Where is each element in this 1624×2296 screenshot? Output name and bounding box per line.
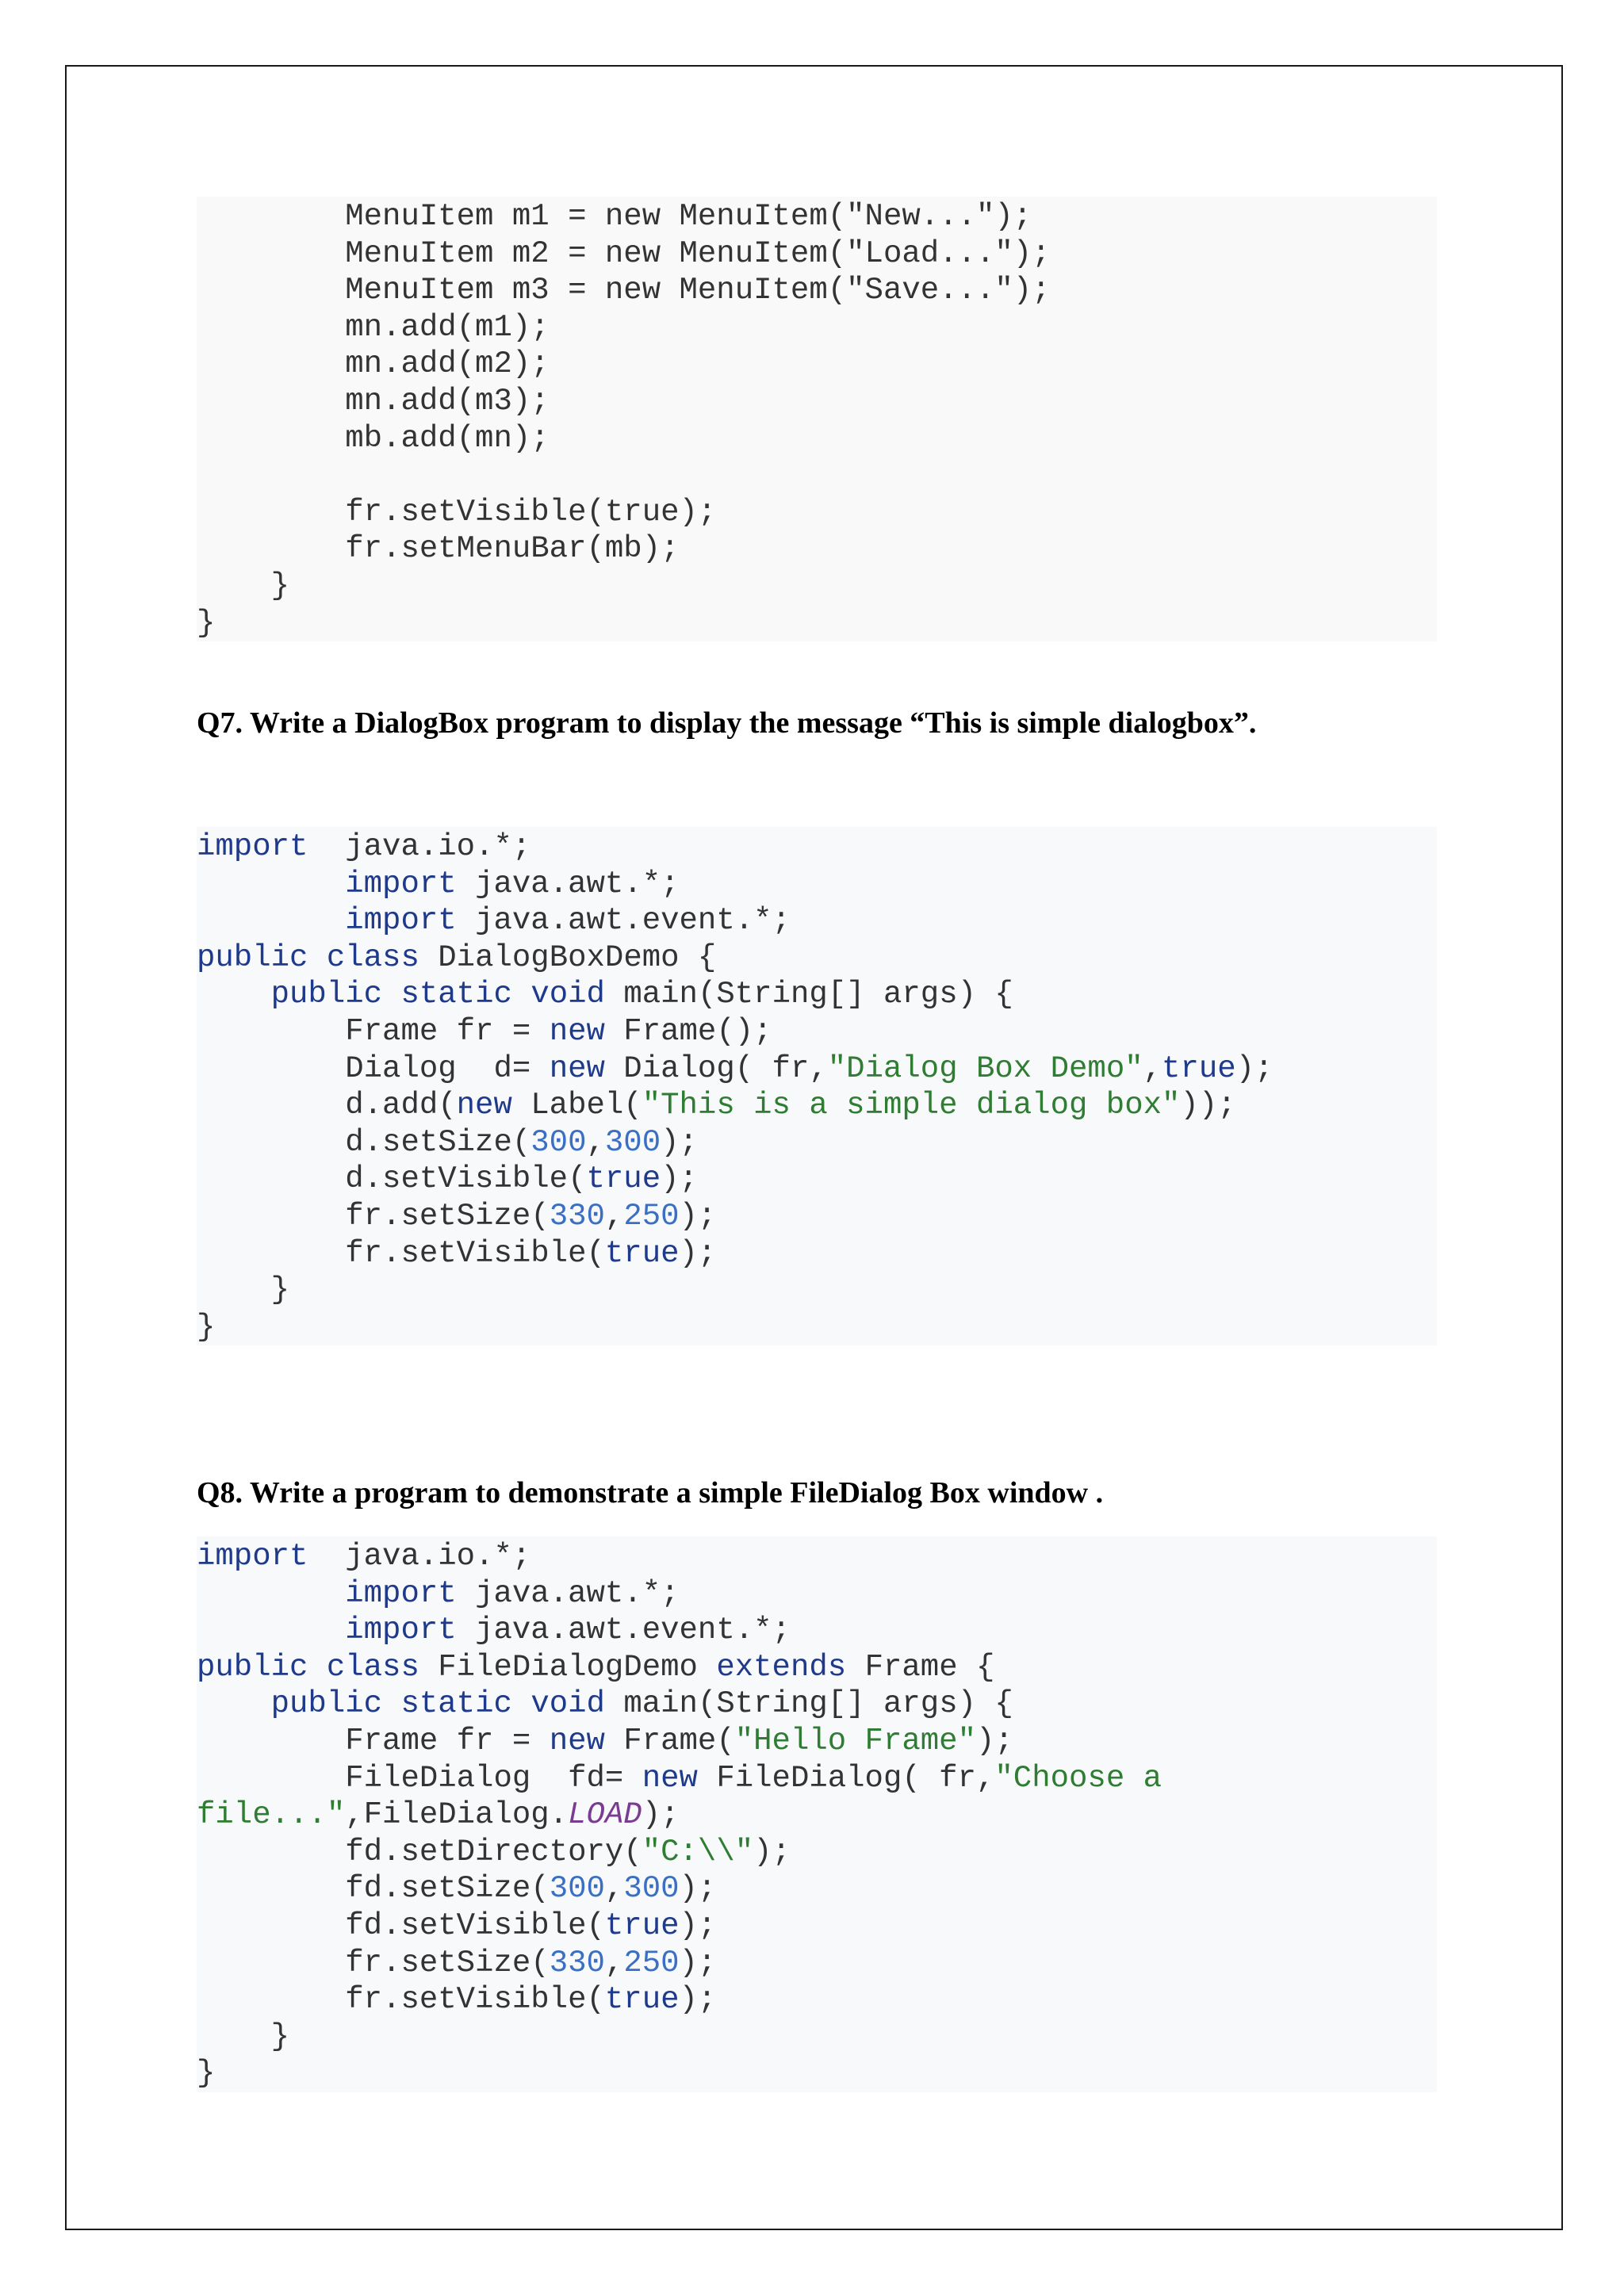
code-token: class (326, 939, 419, 975)
code-line (197, 1834, 1437, 1871)
code-token: "Hello Frame" (734, 1723, 976, 1758)
code-line (197, 902, 1437, 939)
code-token: ); (661, 1124, 698, 1160)
code-line (197, 420, 1437, 457)
code-line (197, 1981, 1437, 2019)
code-line (197, 1723, 1437, 1760)
code-line (197, 1908, 1437, 1945)
code-token: ); (975, 1723, 1013, 1758)
code-token: 330 (549, 1198, 605, 1234)
code-token (197, 1613, 345, 1647)
code-line (197, 605, 1437, 642)
code-token: mn.add(m1); (197, 309, 550, 345)
code-token: FileDialog fd= (197, 1760, 642, 1796)
code-token: static (400, 1686, 512, 1722)
code-token: , (586, 1124, 605, 1160)
code-line (197, 272, 1437, 309)
code-line (197, 1538, 1437, 1575)
code-token: LOAD (568, 1797, 642, 1833)
code-token: Dialog d= (197, 1050, 550, 1086)
code-line (197, 346, 1437, 383)
code-line (197, 1649, 1437, 1686)
code-token: ); (679, 1198, 717, 1234)
code-token: )); (1180, 1088, 1236, 1123)
code-token: java.io.*; (308, 1539, 531, 1574)
code-token: } (197, 568, 290, 603)
code-token: public (197, 1649, 308, 1685)
code-line (197, 1870, 1437, 1908)
code-token: void (530, 1686, 605, 1722)
code-token: public (270, 977, 383, 1012)
code-token: "Choose a (994, 1760, 1162, 1796)
code-token: Frame fr = (197, 1723, 550, 1758)
code-token: } (197, 2056, 216, 2091)
code-token: import (345, 903, 457, 939)
code-token: ); (679, 1871, 717, 1907)
code-token (382, 977, 400, 1012)
code-token: fr.setSize( (197, 1198, 550, 1234)
code-token (197, 1576, 345, 1611)
code-line (197, 530, 1437, 568)
code-token: FileDialogDemo (419, 1649, 717, 1685)
code-token: ); (1235, 1050, 1274, 1086)
question-8-heading: Q8. Write a program to demonstrate a simple FileDialog Box window . (197, 1476, 1104, 1510)
code-token (382, 1686, 400, 1721)
code-token: new (642, 1760, 698, 1796)
code-token: java.awt.*; (456, 1575, 680, 1611)
code-token: new (549, 1723, 605, 1758)
code-token: 300 (549, 1871, 605, 1907)
code-block-filedialog (197, 1536, 1437, 2092)
code-line (197, 1575, 1437, 1613)
code-line (197, 1087, 1437, 1124)
question-7-heading: Q7. Write a DialogBox program to display the message “This is simple dialogbox”. (197, 706, 1257, 740)
code-token: true (586, 1161, 661, 1197)
code-token: d.setSize( (197, 1124, 531, 1160)
code-token (512, 977, 530, 1012)
code-token: ); (753, 1834, 791, 1869)
code-token: java.awt.*; (456, 866, 680, 901)
code-line (197, 309, 1437, 346)
code-token: fd.setVisible( (197, 1908, 605, 1943)
code-token: fr.setVisible( (197, 1982, 605, 2018)
code-token: true (604, 1235, 680, 1271)
code-line (197, 235, 1437, 273)
code-token (197, 867, 345, 901)
code-token: ); (679, 1908, 717, 1943)
code-token: import (345, 1575, 457, 1611)
code-token: DialogBoxDemo { (419, 939, 717, 975)
code-token: java.awt.event.*; (456, 903, 791, 939)
code-line (197, 1272, 1437, 1309)
code-token: new (549, 1050, 605, 1086)
code-token (197, 977, 271, 1012)
code-line (197, 457, 1437, 494)
code-token: true (1162, 1050, 1236, 1086)
code-token: java.io.*; (308, 829, 531, 864)
code-token: extends (716, 1649, 847, 1685)
code-token: java.awt.event.*; (456, 1613, 791, 1648)
code-token: 250 (623, 1198, 680, 1234)
code-line (197, 1013, 1437, 1050)
code-token: true (604, 1908, 680, 1943)
code-token: ); (679, 1945, 717, 1980)
code-line (197, 976, 1437, 1013)
code-token (512, 1686, 530, 1721)
code-token: import (345, 866, 457, 901)
code-line (197, 383, 1437, 420)
code-line (197, 2019, 1437, 2056)
code-line (197, 1050, 1437, 1088)
code-token: } (197, 1309, 216, 1345)
code-token: Label( (511, 1088, 642, 1123)
code-token: 330 (549, 1945, 605, 1980)
code-line (197, 1161, 1437, 1198)
code-line (197, 198, 1437, 235)
code-token: main(String[] args) { (604, 1686, 1013, 1722)
code-token (197, 903, 345, 938)
code-token: import (345, 1613, 457, 1648)
code-token: MenuItem m2 = new MenuItem("Load..."); (197, 235, 1051, 271)
code-token: ); (642, 1797, 680, 1833)
code-block-dialogbox (197, 827, 1437, 1345)
code-token: class (326, 1649, 419, 1685)
code-token (197, 1686, 271, 1721)
code-token: fr.setMenuBar(mb); (197, 531, 680, 567)
code-line (197, 2055, 1437, 2092)
code-line (197, 1797, 1437, 1834)
code-token: "Dialog Box Demo" (827, 1050, 1143, 1086)
code-token: void (530, 977, 605, 1012)
code-token: 300 (623, 1871, 680, 1907)
code-token: "C:\\" (642, 1834, 754, 1869)
code-token: , (604, 1871, 624, 1907)
code-token: ); (679, 1235, 717, 1271)
code-token: fd.setDirectory( (197, 1834, 642, 1869)
code-token: 250 (623, 1945, 680, 1980)
code-token: 300 (604, 1124, 661, 1160)
code-token: Dialog( fr, (604, 1050, 828, 1086)
code-token: ,FileDialog. (345, 1797, 569, 1833)
code-token: main(String[] args) { (604, 977, 1013, 1012)
code-token: MenuItem m3 = new MenuItem("Save..."); (197, 273, 1051, 308)
code-token: , (604, 1198, 624, 1234)
code-token: Frame { (846, 1649, 995, 1685)
code-token (308, 1650, 326, 1685)
code-token: ); (679, 1982, 717, 2018)
code-token: d.setVisible( (197, 1161, 587, 1197)
code-token: "This is a simple dialog box" (642, 1088, 1181, 1123)
code-token: fr.setVisible(true); (197, 494, 717, 530)
code-token: fd.setSize( (197, 1871, 550, 1907)
code-line (197, 828, 1437, 866)
code-token: 300 (530, 1124, 587, 1160)
code-line (197, 1198, 1437, 1235)
code-line (197, 866, 1437, 903)
code-line (197, 1686, 1437, 1723)
code-token: mn.add(m3); (197, 383, 550, 419)
code-line (197, 568, 1437, 605)
code-token: } (197, 1272, 290, 1308)
code-token: import (197, 829, 308, 864)
code-token: d.add( (197, 1088, 457, 1123)
code-token: fr.setVisible( (197, 1235, 605, 1271)
code-token: import (197, 1539, 308, 1574)
code-line (197, 494, 1437, 531)
code-token: public (197, 939, 308, 975)
code-token: new (456, 1088, 512, 1123)
code-token: Frame(); (604, 1013, 772, 1049)
code-token: Frame( (604, 1723, 735, 1758)
code-token: true (604, 1982, 680, 2018)
code-token: , (1143, 1050, 1162, 1086)
code-line (197, 1612, 1437, 1649)
code-token: file..." (197, 1797, 346, 1833)
code-token: ); (661, 1161, 698, 1197)
code-token: MenuItem m1 = new MenuItem("New..."); (197, 199, 1032, 234)
code-token: } (197, 2019, 290, 2054)
code-token: public (270, 1686, 383, 1722)
code-token: mb.add(mn); (197, 420, 550, 456)
code-token: FileDialog( fr, (697, 1760, 995, 1796)
code-token (308, 940, 326, 975)
code-line (197, 1124, 1437, 1161)
code-line (197, 939, 1437, 977)
code-token: static (400, 977, 512, 1012)
code-token: Frame fr = (197, 1013, 550, 1049)
code-block-menuitems (197, 197, 1437, 641)
code-token: } (197, 605, 216, 641)
code-line (197, 1235, 1437, 1272)
code-line (197, 1945, 1437, 1982)
code-token: mn.add(m2); (197, 346, 550, 382)
code-token: new (549, 1013, 605, 1049)
code-line (197, 1760, 1437, 1797)
code-token: , (604, 1945, 624, 1980)
code-token: fr.setSize( (197, 1945, 550, 1980)
code-line (197, 1309, 1437, 1346)
